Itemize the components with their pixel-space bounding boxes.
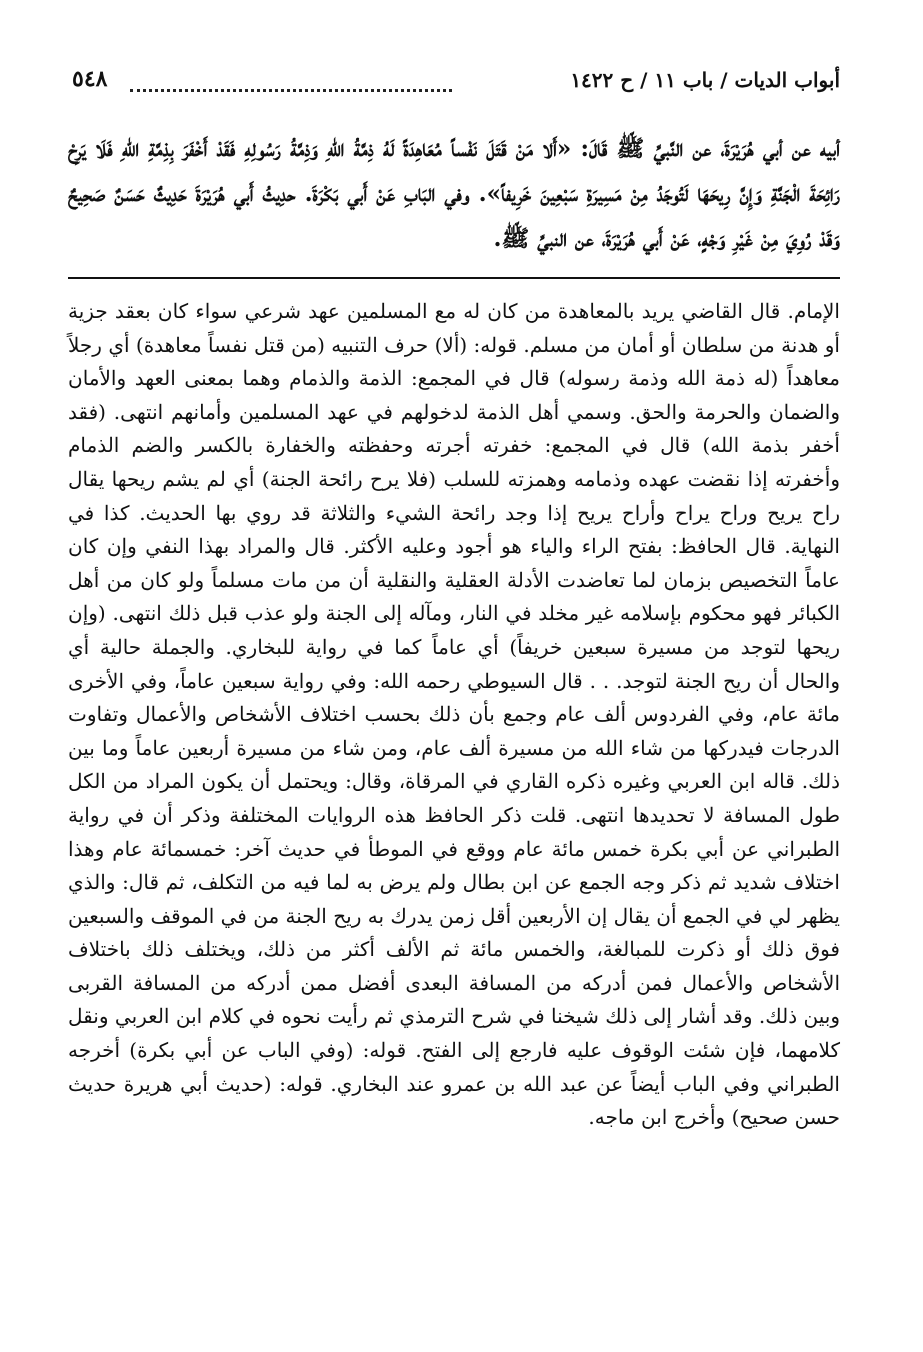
hadith-text: أبيه عن أبي هُرَيْرَةَ، عن النَّبيِّ ﷺ قَالَ: «أَلا مَنْ قَتَلَ نَفْساً مُعَاهِدَةً لَهُ ذِمَّةُ اللهِ وَذِمَّةُ رَسُولِهِ فَقَدْ أَخْفَرَ بِذِمَّةِ اللهِ فَلَا يَرِحْ رَائِحَةَ الْجَنَّةِ وَإِنَّ رِيحَهَا لَتُوجَدُ مِنْ مَسِيرَةِ سَبْعِينَ خَرِيفاً». وفي البَابِ عَنْ أَبي بَكْرَةَ. حدِيثُ أَبي هُرَيْرَةَ حَدِيثٌ حَسَنٌ صَحِيحٌ وَقَدْ رُوِيَ مِنْ غَيْرِ وَجْهٍ، عَنْ أَبي هُرَيْرَةَ، عن النبيِّ ﷺ.	[68, 135, 840, 252]
commentary-paragraph: الإمام. قال القاضي يريد بالمعاهدة من كان له مع المسلمين عهد شرعي سواء كان بعقد جزية أو هدنة من سلطان أو أمان من مسلم. قوله: (ألا) حرف التنبيه (من قتل نفساً معاهدة) أي رجلاً معاهداً (له ذمة الله وذمة رسوله) قال في المجمع: الذمة والذمام وهما بمعنى العهد والأمان والضمان والحرمة والحق. وسمي أهل الذمة لدخولهم في عهد المسلمين وأمانهم انتهى. (فقد أخفر بذمة الله) قال في المجمع: خفرته أجرته وحفظته والخفارة بالكسر والضم الذمام وأخفرته إذا نقضت عهده وذمامه وهمزته للسلب (فلا يرح رائحة الجنة) أي لم يشم ريحها يقال راح يريح وراح يراح وأراح يريح إذا وجد رائحة الشيء والثلاثة قد روي بها الحديث. كذا في النهاية. قال الحافظ: بفتح الراء والياء هو أجود وعليه الأكثر. قال والمراد بهذا النفي وإن كان عاماً التخصيص بزمان لما تعاضدت الأدلة العقلية والنقلية أن من مات مسلماً ولو كان من أهل الكبائر فهو محكوم بإسلامه غير مخلد في النار، ومآله إلى الجنة ولو عذب قبل ذلك انتهى. (وإن ريحها لتوجد من مسيرة سبعين خريفاً) أي عاماً كما في رواية للبخاري. والجملة حالية أي والحال أن ريح الجنة لتوجد. . . قال السيوطي رحمه الله: وفي رواية سبعين عاماً، وفي الأخرى مائة عام، وفي الفردوس ألف عام وجمع بأن ذلك بحسب اختلاف الأشخاص والأعمال وتفاوت الدرجات فيدركها من شاء الله من مسيرة ألف عام، ومن شاء من مسيرة أربعين عاماً وما بين ذلك. قاله ابن العربي وغيره ذكره القاري في المرقاة، وقال: ويحتمل أن يكون المراد من الكل طول المسافة لا تحديدها انتهى. قلت ذكر الحافظ هذه الروايات المختلفة وذكر أن في رواية الطبراني عن أبي بكرة خمس مائة عام ووقع في الموطأ في حديث آخر: خمسمائة عام وهذا اختلاف شديد ثم ذكر وجه الجمع عن ابن بطال ولم يرض به لما فيه من التكلف، ثم قال: والذي يظهر لي في الجمع أن يقال إن الأربعين أقل زمن يدرك به ريح الجنة من في الموقف والسبعين فوق ذلك أو ذكرت للمبالغة، والخمس مائة ثم الألف أكثر من ذلك، ويختلف ذلك باختلاف الأشخاص والأعمال فمن أدركه من المسافة البعدى أفضل ممن أدركه من المسافة القربى وبين ذلك. وقد أشار إلى ذلك شيخنا في شرح الترمذي ثم رأيت نحوه في كلام ابن العربي ونقل كلامهما، فإن شئت الوقوف عليه فارجع إلى الفتح. قوله: (وفي الباب عن أبي بكرة) أخرجه الطبراني وفي الباب أيضاً عن عبد الله بن عمرو عند البخاري. قوله: (حديث أبي هريرة حديث حسن صحيح) وأخرج ابن ماجه.	[68, 299, 840, 1130]
document-page	[68, 60, 840, 1135]
leader-dots	[130, 89, 452, 92]
page-number: ٥٤٨	[72, 66, 108, 92]
running-header	[68, 60, 840, 104]
commentary-text	[68, 295, 840, 1135]
chapter-title: أبواب الديات / باب ١١ / ح ١٤٢٢	[570, 68, 840, 92]
separator-rule	[68, 277, 840, 279]
